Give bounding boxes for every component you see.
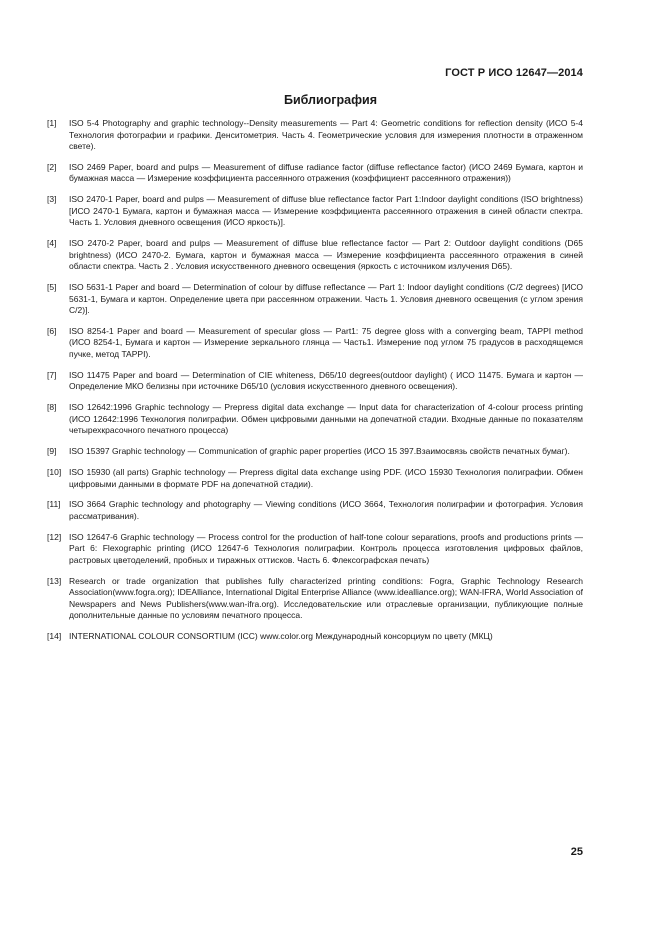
reference-number: [2] — [47, 161, 57, 172]
reference-text: ISO 15930 (all parts) Graphic technology — Prepress digital data exchange using PDF. (ИСО 15930 Технология полиграфии. Обмен цифровыми данными в формате PDF на допечатной стадии). — [69, 467, 583, 489]
reference-text: ISO 3664 Graphic technology and photography — Viewing conditions (ИСО 3664, Технология полиграфии и фотография. Условия рассматривания). — [69, 499, 583, 521]
bibliography-entry — [47, 499, 583, 522]
bibliography-entry — [47, 402, 583, 437]
reference-number: [7] — [47, 369, 57, 380]
reference-text: ISO 12647-6 Graphic technology — Process control for the production of half-tone colour separations, proofs and productions prints — Part 6: Flexographic printing (ИСО 12647-6 Технология полиграфии. Контроль процесса изготовления цифровых файлов, растровых цветоделений, пробных и тиражных оттисков. Часть 6. Флексографская печать) — [69, 531, 583, 565]
reference-number: [5] — [47, 282, 57, 293]
bibliography-entry — [47, 576, 583, 622]
bibliography-entry — [47, 370, 583, 393]
reference-number: [4] — [47, 238, 57, 249]
reference-number: [13] — [47, 575, 62, 586]
reference-number: [1] — [47, 118, 57, 128]
reference-text: Research or trade organization that publishes fully characterized printing conditions: Fogra, Graphic Technology Research Association(www.fogra.org); IDEAlliance, International Digital Enterprise Alliance (www.idealliance.org); WAN-IFRA, World Association of Newspapers and News Publishers(www.wan-ifra.org). Исследовательские или отраслевые организации, публикующие полные дополнительные данные по условиям печатного процесса. — [69, 575, 583, 621]
reference-text: INTERNATIONAL COLOUR CONSORTIUM (ICC) www.color.org Международный консорциум по цвету (МКЦ) — [69, 631, 493, 642]
page-number: 25 — [570, 846, 583, 858]
reference-number: [6] — [47, 325, 57, 336]
reference-text: ISO 2470-1 Paper, board and pulps — Measurement of diffuse blue reflectance factor Part 1:Indoor daylight conditions (ISO brightness) [ИСО 2470-1 Бумага, картон и бумажная масса — Измерение коэффициента рассеянного отражения в синей области спектра. Часть 1. Условия дневного освещения (ИСО яркость)]. — [69, 194, 583, 228]
reference-text: ISO 15397 Graphic technology — Communication of graphic paper properties (ИСО 15 397.Взаимосвязь свойств печатных бумаг). — [69, 446, 570, 457]
bibliography-entry — [47, 631, 583, 643]
bibliography-entry — [47, 282, 583, 317]
reference-text: ISO 11475 Paper and board — Determination of CIE whiteness, D65/10 degrees(outdoor daylight) ( ИСО 11475. Бумага и картон — Определение МКО белизны при источнике D65/10 (условия искусственного дневного освещения). — [69, 369, 583, 392]
reference-text: ISO 2470-2 Paper, board and pulps — Measurement of diffuse blue reflectance factor — Part 2: Outdoor daylight conditions (D65 brightness) (ИСО 2470-2. Бумага, картон и бумажная масса — Измерение коэффициента рассеянного отражения в синей области спектра. Часть 2 . Условия искусственного дневного освещения (яркость с источником излучения D65). — [69, 238, 583, 272]
reference-text: ISO 12642:1996 Graphic technology — Prepress digital data exchange — Input data for characterization of 4-colour process printing (ИСО 12642:1996 Технология полиграфии. Обмен цифровыми данными на допечатной стадии. Входные данные по показателям четырехкрасочного печатного процесса) — [69, 402, 583, 436]
bibliography-entry — [47, 238, 583, 273]
bibliography-entry — [47, 194, 583, 229]
reference-text: ISO 8254-1 Paper and board — Measurement of specular gloss — Part1: 75 degree gloss with a converging beam, TAPPI method (ИСО 8254-1, Бумага и картон — Измерение зеркального глянца — Часть1. Измерение под углом 75 градусов в расходящемся пучке, метод TAPPI). — [69, 325, 583, 359]
reference-text: ISO 5-4 Photography and graphic technology--Density measurements — Part 4: Geometric conditions for reflection density (ИСО 5-4 Технология фотографии и графики. Денситометрия. Часть 4. Геометрические условия для измерения плотности в отраженном свете). — [69, 118, 583, 151]
reference-number: [12] — [47, 531, 62, 542]
reference-number: [3] — [47, 194, 57, 205]
bibliography-entry — [47, 162, 583, 185]
bibliography-entry — [47, 532, 583, 567]
bibliography-entry — [47, 467, 583, 490]
reference-number: [14] — [47, 631, 62, 642]
bibliography-entry — [47, 326, 583, 361]
document-header: ГОСТ Р ИСО 12647—2014 — [445, 67, 583, 79]
reference-number: [8] — [47, 402, 57, 413]
bibliography-entry — [47, 446, 583, 458]
bibliography-entry — [47, 118, 583, 153]
reference-text: ISO 5631-1 Paper and board — Determination of colour by diffuse reflectance — Part 1: Indoor daylight conditions (C/2 degrees) [ИСО 5631-1, Бумага и картон. Определение цвета при рассеянном отражении. Часть 1. Условия дневного освещения (с углом зрения C/2)]. — [69, 282, 583, 316]
reference-number: [11] — [47, 499, 61, 510]
reference-number: [10] — [47, 467, 62, 478]
bibliography-list — [47, 118, 583, 652]
reference-text: ISO 2469 Paper, board and pulps — Measurement of diffuse radiance factor (diffuse reflectance factor) (ИСО 2469 Бумага, картон и бумажная масса — Измерение коэффициента рассеянного отражения (коэффициент рассеянного отражения)) — [69, 161, 583, 184]
reference-number: [9] — [47, 446, 57, 457]
page-title: Библиография — [283, 93, 378, 107]
